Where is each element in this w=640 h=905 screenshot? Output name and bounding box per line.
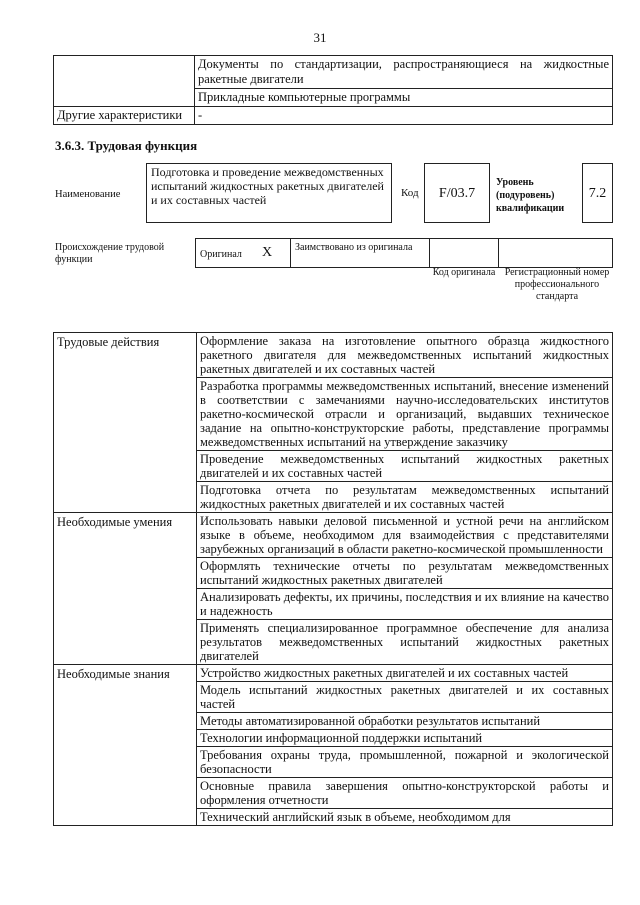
row-label: Трудовые действия	[54, 333, 197, 513]
table-cell: -	[195, 107, 613, 125]
row-label: Другие характеристики	[54, 107, 195, 125]
reg-number-caption: Регистрационный номер профессионального стандарта	[504, 267, 610, 302]
table-row	[54, 56, 613, 89]
original-code-box	[429, 238, 499, 268]
table-row	[54, 665, 613, 682]
level-label: Уровень (подуровень) квалификации	[496, 177, 565, 214]
borrowed-label: Заимствовано из оригинала	[295, 242, 413, 253]
table-row	[54, 333, 613, 378]
section-title: 3.6.3. Трудовая функция	[55, 138, 198, 153]
table-cell: Прикладные компьютерные программы	[195, 89, 613, 107]
top-table	[53, 55, 613, 125]
table-cell: Технический английский язык в объеме, необходимом для	[197, 809, 613, 826]
original-mark: X	[262, 245, 273, 260]
origin-label: Происхождение трудовой функции	[55, 242, 165, 265]
table-row	[54, 107, 613, 125]
table-cell: Документы по стандартизации, распространяющиеся на жидкостные ракетные двигатели	[195, 56, 613, 89]
table-cell: Требования охраны труда, промышленной, пожарной и экологической безопасности	[197, 747, 613, 778]
original-label: Оригинал	[200, 249, 242, 260]
table-cell: Анализировать дефекты, их причины, последствия и их влияние на качество и надежность	[197, 589, 613, 620]
table-cell: Технологии информационной поддержки испытаний	[197, 730, 613, 747]
table-cell: Проведение межведомственных испытаний жидкостных ракетных двигателей и их составных частей	[197, 451, 613, 482]
table-cell: Подготовка отчета по результатам межведомственных испытаний жидкостных ракетных двигателей и их составных частей	[197, 482, 613, 513]
table-cell: Применять специализированное программное обеспечение для анализа результатов межведомственных испытаний жидкостных ракетных двигателей	[197, 620, 613, 665]
table-cell: Основные правила завершения опытно-конструкторской работы и оформления отчетности	[197, 778, 613, 809]
table-cell: Методы автоматизированной обработки результатов испытаний	[197, 713, 613, 730]
original-code-caption: Код оригинала	[432, 267, 496, 278]
borrowed-box	[290, 238, 430, 268]
function-name: Подготовка и проведение межведомственных испытаний жидкостных ракетных двигателей и их составных частей	[151, 165, 384, 207]
table-cell: Оформлять технические отчеты по результатам межведомственных испытаний жидкостных ракетных двигателей	[197, 558, 613, 589]
table-cell: Модель испытаний жидкостных ракетных двигателей и их составных частей	[197, 682, 613, 713]
table-row	[54, 513, 613, 558]
row-label	[54, 56, 195, 107]
main-table	[53, 332, 613, 826]
function-name-box	[146, 163, 392, 223]
reg-number-box	[498, 238, 613, 268]
code-label: Код	[401, 187, 419, 199]
row-label: Необходимые знания	[54, 665, 197, 826]
name-label: Наименование	[55, 189, 121, 200]
table-cell: Устройство жидкостных ракетных двигателей и их составных частей	[197, 665, 613, 682]
code-box	[424, 163, 490, 223]
page-number: 31	[313, 30, 327, 45]
level-box	[582, 163, 613, 223]
level-value: 7.2	[588, 186, 607, 201]
row-label: Необходимые умения	[54, 513, 197, 665]
table-cell: Разработка программы межведомственных испытаний, внесение изменений в соответствии с замечаниями научно-исследовательских институтов ракетно-космической отрасли и организаций, выдавших техническое задание на опытно-конструкторские работы, представление программы межведомственных испытаний на утверждение заказчику	[197, 378, 613, 451]
original-box	[195, 238, 291, 268]
code-value: F/03.7	[438, 186, 476, 201]
table-cell: Оформление заказа на изготовление опытного образца жидкостного ракетного двигателя для межведомственных испытаний жидкостных ракетных двигателей и их составных частей	[197, 333, 613, 378]
table-cell: Использовать навыки деловой письменной и устной речи на английском языке в объеме, необходимом для взаимодействия с представителями зарубежных организаций в области ракетно-космической промышленности	[197, 513, 613, 558]
